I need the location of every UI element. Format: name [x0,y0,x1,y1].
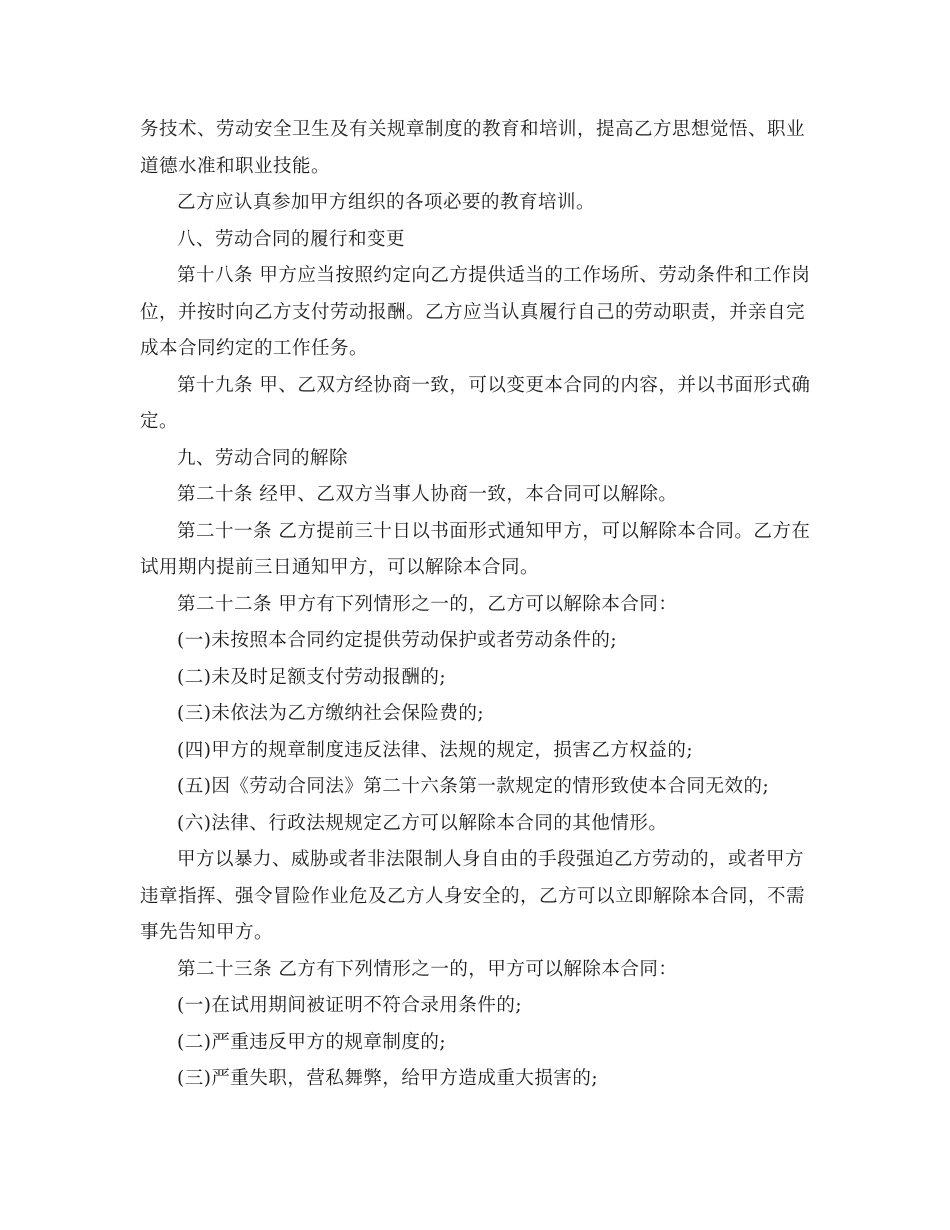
paragraph: 甲方以暴力、威胁或者非法限制人身自由的手段强迫乙方劳动的，或者甲方违章指挥、强令冒险作业危及乙方人身安全的，乙方可以立即解除本合同，不需事先告知甲方。 [140,849,806,943]
article-paragraph: 第二十三条 乙方有下列情形之一的，甲方可以解除本合同： [177,958,678,980]
section-heading: 八、劳动合同的履行和变更 [177,228,406,250]
list-item: (一)未按照本合同约定提供劳动保护或者劳动条件的; [177,630,618,651]
article-paragraph: 第十八条 甲方应当按照约定向乙方提供适当的工作场所、劳动条件和工作岗位，并按时向乙方支付劳动报酬。乙方应当认真履行自己的劳动职责，并亲自完成本合同约定的工作任务。 [140,265,811,359]
article-paragraph: 第二十二条 甲方有下列情形之一的，乙方可以解除本合同： [177,593,678,615]
list-item: (三)未依法为乙方缴纳社会保险费的; [177,703,485,724]
list-item: (六)法律、行政法规规定乙方可以解除本合同的其他情形。 [177,812,668,834]
list-item: (五)因《劳动合同法》第二十六条第一款规定的情形致使本合同无效的; [177,776,770,797]
section-heading: 九、劳动合同的解除 [177,447,349,469]
paragraph: 乙方应认真参加甲方组织的各项必要的教育培训。 [177,192,596,213]
list-item: (四)甲方的规章制度违反法律、法规的规定，损害乙方权益的; [177,739,694,761]
document-body [140,112,812,1098]
list-item: (一)在试用期间被证明不符合录用条件的; [177,995,523,1016]
list-item: (二)未及时足额支付劳动报酬的; [177,666,447,688]
article-paragraph: 第二十条 经甲、乙双方当事人协商一致，本合同可以解除。 [177,484,678,505]
article-paragraph: 第十九条 甲、乙双方经协商一致，可以变更本合同的内容，并以书面形式确定。 [140,374,811,432]
article-paragraph: 第二十一条 乙方提前三十日以书面形式通知甲方，可以解除本合同。乙方在试用期内提前三日通知甲方，可以解除本合同。 [140,520,811,578]
paragraph: 务技术、劳动安全卫生及有关规章制度的教育和培训，提高乙方思想觉悟、职业道德水准和职业技能。 [140,119,806,177]
list-item: (二)严重违反甲方的规章制度的; [177,1031,447,1053]
list-item: (三)严重失职，营私舞弊，给甲方造成重大损害的; [177,1068,599,1089]
